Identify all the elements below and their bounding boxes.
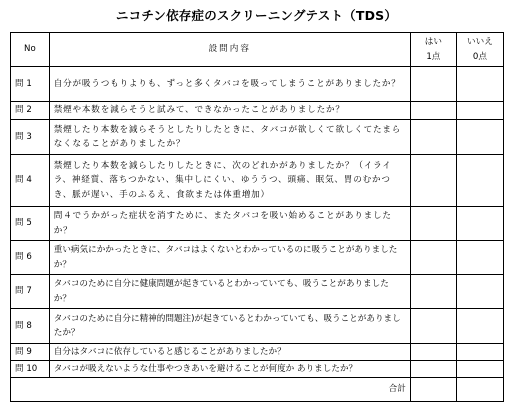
header-yes bbox=[410, 33, 456, 67]
no-answer-cell[interactable] bbox=[456, 67, 503, 102]
question-number: 問 3 bbox=[11, 120, 50, 155]
question-text: 自分が吸うつもりよりも、ずっと多くタバコを吸ってしまうことがありましたか？ bbox=[49, 67, 410, 102]
question-text: タバコが吸えないような仕事やつきあいを避けることが何度か ありましたか？ bbox=[49, 361, 410, 378]
header-yes-points: 1点 bbox=[426, 51, 441, 62]
yes-answer-cell[interactable] bbox=[410, 344, 456, 361]
yes-answer-cell[interactable] bbox=[410, 275, 456, 309]
table-row bbox=[11, 207, 504, 241]
no-answer-cell[interactable] bbox=[456, 120, 503, 155]
question-text: 禁煙したり本数を減らしたりしたときに、次のどれかがありましたか？（イライラ、神経質、落ちつかない、集中しにくい、ゆううつ、頭痛、眠気、胃のむかつき、脈が遅い、手のふるえ、食欲または体重増加） bbox=[49, 155, 410, 207]
table-row bbox=[11, 344, 504, 361]
yes-answer-cell[interactable] bbox=[410, 207, 456, 241]
header-question: 設問内容 bbox=[49, 33, 410, 67]
header-no-label: いいえ bbox=[467, 37, 493, 47]
no-answer-cell[interactable] bbox=[456, 155, 503, 207]
yes-answer-cell[interactable] bbox=[410, 120, 456, 155]
table-row bbox=[11, 275, 504, 309]
header-no-points: 0点 bbox=[472, 51, 487, 62]
question-text: 問４でうかがった症状を消すために、またタバコを吸い始めることがありましたか？ bbox=[49, 207, 410, 241]
question-number: 問 10 bbox=[11, 361, 50, 378]
question-number: 問 4 bbox=[11, 155, 50, 207]
question-number: 問 9 bbox=[11, 344, 50, 361]
question-number: 問 5 bbox=[11, 207, 50, 241]
yes-answer-cell[interactable] bbox=[410, 155, 456, 207]
table-row bbox=[11, 120, 504, 155]
question-number: 問 6 bbox=[11, 241, 50, 275]
question-number: 問 1 bbox=[11, 67, 50, 102]
no-answer-cell[interactable] bbox=[456, 344, 503, 361]
tds-table bbox=[10, 32, 504, 402]
total-label: 合計 bbox=[11, 378, 411, 402]
table-row bbox=[11, 67, 504, 102]
table-row bbox=[11, 102, 504, 120]
table-row bbox=[11, 309, 504, 344]
header-yes-label: はい bbox=[424, 37, 442, 47]
yes-answer-cell[interactable] bbox=[410, 102, 456, 120]
question-text: 重い病気にかかったときに、タバコはよくないとわかっているのに吸うことがありましたか？ bbox=[49, 241, 410, 275]
page-title: ニコチン依存症のスクリーニングテスト（TDS） bbox=[115, 8, 398, 23]
total-row bbox=[11, 378, 504, 402]
no-total-cell[interactable] bbox=[456, 378, 503, 402]
yes-total-cell[interactable] bbox=[410, 378, 456, 402]
question-text: 禁煙したり本数を減らそうとしたりしたときに、タバコが欲しくて欲しくてたまらなくなることがありましたか？ bbox=[49, 120, 410, 155]
table-row bbox=[11, 241, 504, 275]
question-number: 問 7 bbox=[11, 275, 50, 309]
no-answer-cell[interactable] bbox=[456, 207, 503, 241]
question-number: 問 8 bbox=[11, 309, 50, 344]
question-text: タバコのために自分に精神的問題注)が起きているとわかっていても、吸うことがありましたか？ bbox=[49, 309, 410, 344]
question-number: 問 2 bbox=[11, 102, 50, 120]
header-no-answer bbox=[456, 33, 503, 67]
yes-answer-cell[interactable] bbox=[410, 309, 456, 344]
table-row bbox=[11, 361, 504, 378]
no-answer-cell[interactable] bbox=[456, 361, 503, 378]
table-row bbox=[11, 155, 504, 207]
question-text: 自分はタバコに依存していると感じることがありましたか？ bbox=[49, 344, 410, 361]
header-no: No bbox=[11, 33, 50, 67]
yes-answer-cell[interactable] bbox=[410, 241, 456, 275]
header-row bbox=[11, 33, 504, 67]
no-answer-cell[interactable] bbox=[456, 275, 503, 309]
yes-answer-cell[interactable] bbox=[410, 67, 456, 102]
question-text: 禁煙や本数を減らそうと試みて、できなかったことがありましたか？ bbox=[49, 102, 410, 120]
no-answer-cell[interactable] bbox=[456, 309, 503, 344]
no-answer-cell[interactable] bbox=[456, 241, 503, 275]
no-answer-cell[interactable] bbox=[456, 102, 503, 120]
yes-answer-cell[interactable] bbox=[410, 361, 456, 378]
question-text: タバコのために自分に健康問題が起きているとわかっていても、吸うことがありましたか？ bbox=[49, 275, 410, 309]
